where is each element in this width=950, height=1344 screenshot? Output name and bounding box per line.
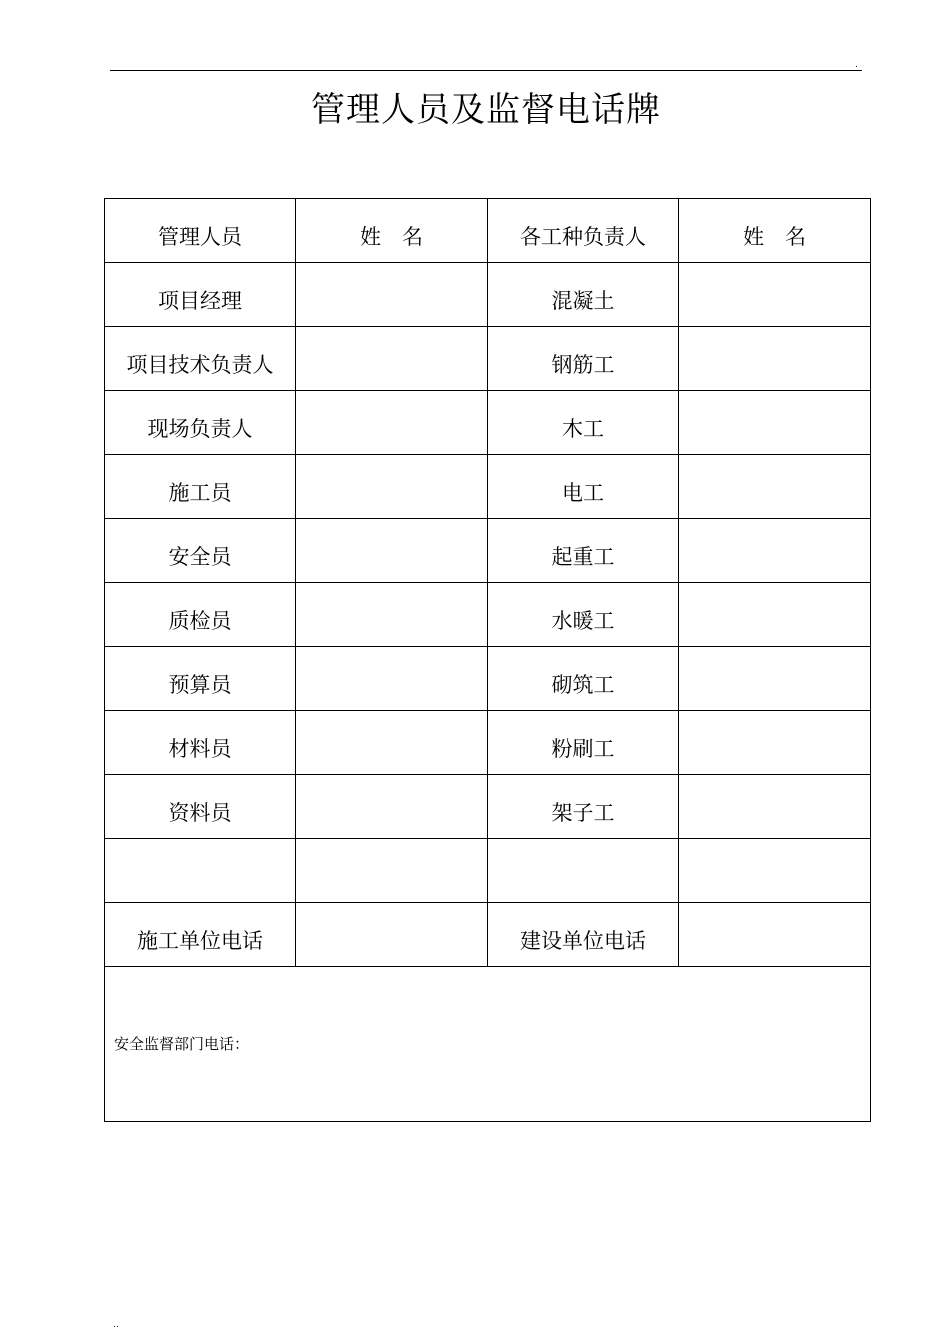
manager-name-cell[interactable] [296,775,488,839]
trade-name-cell[interactable] [679,647,871,711]
header-manager-name: 姓 名 [296,199,488,263]
footer-mark: .. [113,1320,119,1330]
trade-name-cell[interactable] [679,455,871,519]
manager-role-cell: 施工员 [105,455,296,519]
manager-role-cell: 质检员 [105,583,296,647]
trade-cell: 混凝土 [488,263,679,327]
table-row [105,519,871,583]
trade-name-cell[interactable] [679,711,871,775]
manager-name-cell[interactable] [296,519,488,583]
table-row [105,775,871,839]
header-manager: 管理人员 [105,199,296,263]
manager-name-cell[interactable] [296,327,488,391]
owner-phone-label: 建设单位电话 [488,903,679,967]
owner-phone-value[interactable] [679,903,871,967]
trade-name-cell[interactable] [679,583,871,647]
manager-role-cell: 资料员 [105,775,296,839]
trade-cell: 钢筋工 [488,327,679,391]
table-row [105,583,871,647]
trade-name-cell[interactable] [679,327,871,391]
table-row [105,647,871,711]
safety-dept-row [105,967,871,1122]
manager-name-cell[interactable] [296,711,488,775]
trade-cell: 起重工 [488,519,679,583]
manager-name-cell[interactable] [296,455,488,519]
manager-name-cell[interactable] [296,839,488,903]
contractor-phone-label: 施工单位电话 [105,903,296,967]
trade-cell: 电工 [488,455,679,519]
manager-role-cell: 预算员 [105,647,296,711]
table-row [105,455,871,519]
trade-name-cell[interactable] [679,519,871,583]
trade-name-cell[interactable] [679,839,871,903]
header-rule [110,70,862,71]
table-row [105,711,871,775]
manager-role-cell: 现场负责人 [105,391,296,455]
table-row [105,391,871,455]
manager-name-cell[interactable] [296,647,488,711]
manager-role-cell: 项目经理 [105,263,296,327]
trade-name-cell[interactable] [679,263,871,327]
trade-name-cell[interactable] [679,775,871,839]
trade-name-cell[interactable] [679,391,871,455]
header-trade-name: 姓 名 [679,199,871,263]
manager-role-cell: 材料员 [105,711,296,775]
manager-role-cell: 安全员 [105,519,296,583]
table-row [105,327,871,391]
safety-dept-phone-cell[interactable] [105,967,871,1122]
safety-dept-phone-label: 安全监督部门电话： [114,1035,250,1053]
manager-role-cell [105,839,296,903]
manager-name-cell[interactable] [296,391,488,455]
header-trade: 各工种负责人 [488,199,679,263]
header-mark: . [855,60,858,70]
phone-row [105,903,871,967]
trade-cell: 木工 [488,391,679,455]
table-row [105,263,871,327]
table-row [105,839,871,903]
page-title: 管理人员及监督电话牌 [311,90,661,130]
header-row [105,199,871,263]
contractor-phone-value[interactable] [296,903,488,967]
manager-role-cell: 项目技术负责人 [105,327,296,391]
trade-cell: 水暖工 [488,583,679,647]
manager-name-cell[interactable] [296,263,488,327]
manager-name-cell[interactable] [296,583,488,647]
trade-cell [488,839,679,903]
contact-board-table [104,198,871,1122]
trade-cell: 粉刷工 [488,711,679,775]
trade-cell: 砌筑工 [488,647,679,711]
trade-cell: 架子工 [488,775,679,839]
